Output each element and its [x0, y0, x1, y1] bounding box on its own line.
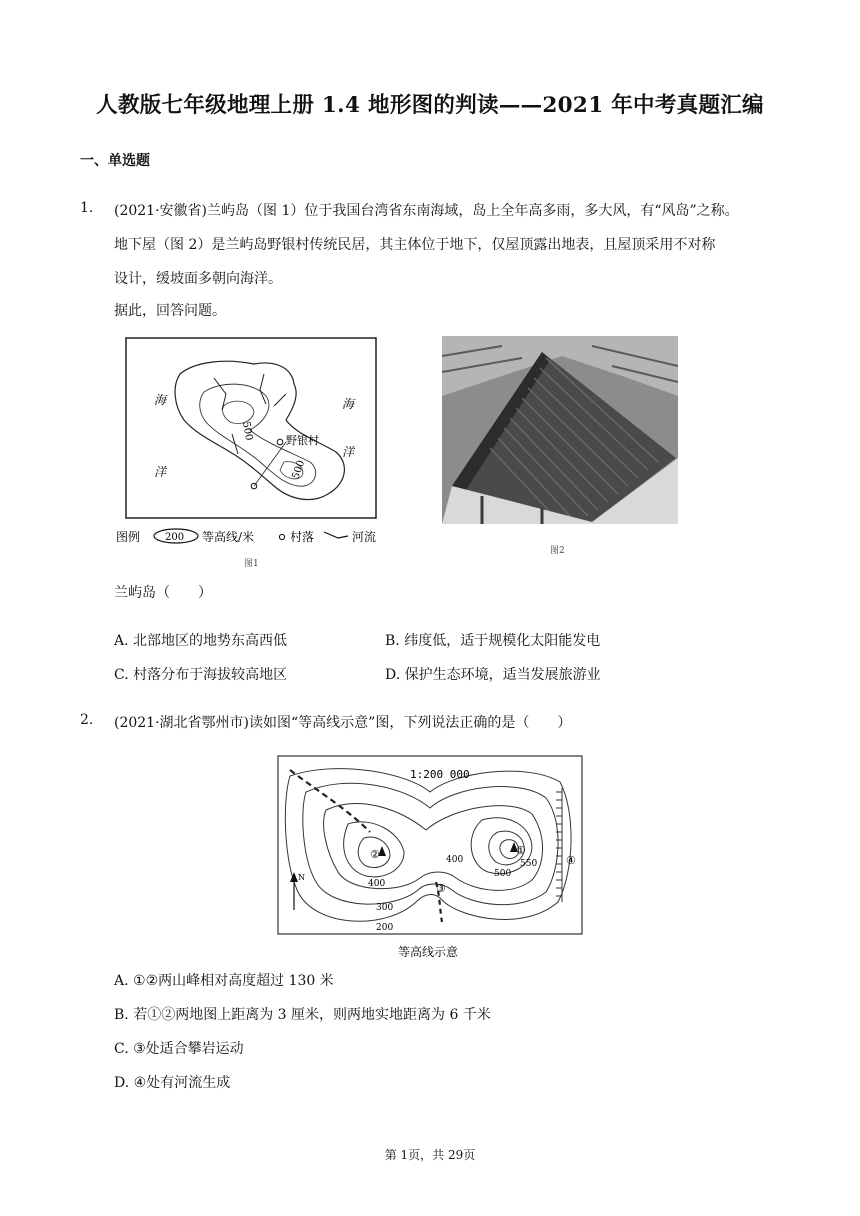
option-letter: D.	[385, 667, 401, 683]
q2-option-a[interactable]	[114, 970, 334, 990]
village-label: 野银村	[286, 434, 319, 447]
mark-1: ①	[516, 844, 526, 857]
figure-2-photo	[442, 336, 678, 524]
sea-label: 海	[342, 397, 355, 411]
contour-map-caption: 等高线示意	[398, 945, 459, 959]
contour-label: 500	[240, 420, 255, 442]
contour-label-500: 500	[494, 869, 512, 879]
question-2-number: 2.	[80, 712, 94, 728]
legend-river-text: 河流	[352, 530, 377, 544]
option-text: 保护生态环境，适当发展旅游业	[404, 667, 601, 683]
option-text: 北部地区的地势东高西低	[133, 633, 288, 649]
contour-map-svg	[276, 752, 586, 962]
option-letter: B.	[114, 1007, 129, 1023]
question-1-line-2: 地下屋（图 2）是兰屿岛野银村传统民居，其主体位于地下，仅屋顶露出地表，且屋顶采用不对称	[114, 237, 716, 253]
option-letter: C.	[114, 667, 129, 683]
contour-label-200: 200	[376, 923, 394, 933]
q1-option-b[interactable]	[385, 630, 600, 650]
question-1-line-4: 据此，回答问题。	[114, 303, 226, 319]
figure-1-caption: 图1	[244, 559, 259, 569]
scale-label: 1:200 000	[410, 768, 470, 781]
legend-contour-value: 200	[165, 532, 185, 543]
figure-1-island-map	[114, 334, 404, 550]
figure-2-caption: 图2	[550, 546, 565, 556]
island-map-svg	[114, 334, 404, 550]
map-frame	[278, 756, 582, 934]
question-1-line-3: 设计，缓坡面多朝向海洋。	[114, 271, 282, 287]
contour-label-400-right: 400	[446, 855, 464, 865]
legend-title: 图例	[116, 530, 141, 544]
mark-3: ③	[436, 882, 446, 895]
option-letter: A.	[114, 973, 129, 989]
north-label: N	[298, 873, 305, 882]
mark-2: ②	[370, 848, 380, 861]
q2-option-b[interactable]	[114, 1004, 491, 1024]
question-1-number: 1.	[80, 200, 94, 216]
contour-label-400-left: 400	[368, 879, 386, 889]
option-text: ④处有河流生成	[133, 1075, 231, 1091]
figure-contour-map	[276, 752, 586, 962]
legend-river-symbol	[324, 532, 348, 538]
roof-photo-svg	[442, 336, 678, 524]
section-heading: 一、单选题	[80, 153, 150, 169]
q2-option-c[interactable]	[114, 1038, 244, 1058]
legend-village-symbol	[279, 534, 284, 539]
sea-label: 洋	[154, 465, 167, 479]
question-1-stem: 兰屿岛（ ）	[114, 585, 212, 601]
q1-option-c[interactable]	[114, 664, 287, 684]
sea-label: 海	[154, 393, 167, 407]
page-title: 人教版七年级地理上册 1.4 地形图的判读——2021 年中考真题汇编	[96, 93, 764, 118]
q1-option-d[interactable]	[385, 664, 601, 684]
question-1-line-1: (2021·安徽省)兰屿岛（图 1）位于我国台湾省东南海域，岛上全年高多雨，多大风，有“风岛”之称。	[114, 203, 739, 219]
option-letter: A.	[114, 633, 129, 649]
legend-contour-text: 等高线/米	[202, 530, 255, 544]
option-text: ①②两山峰相对高度超过 130 米	[133, 973, 334, 989]
peak-elevation-label: 550	[520, 859, 538, 869]
q1-option-a[interactable]	[114, 630, 287, 650]
q2-option-d[interactable]	[114, 1072, 230, 1092]
mark-4: ④	[566, 854, 576, 867]
legend-village-text: 村落	[290, 530, 315, 544]
option-text: 纬度低，适于规模化太阳能发电	[404, 633, 601, 649]
contour-label: 500	[290, 458, 308, 481]
option-letter: B.	[385, 633, 400, 649]
option-text: ③处适合攀岩运动	[133, 1041, 244, 1057]
option-text: 若①②两地图上距离为 3 厘米，则两地实地距离为 6 千米	[133, 1007, 491, 1023]
contour-label-300: 300	[376, 903, 394, 913]
page-footer: 第 1页，共 29页	[384, 1148, 476, 1162]
question-2-line: (2021·湖北省鄂州市)读如图“等高线示意”图，下列说法正确的是（ ）	[114, 715, 572, 731]
option-text: 村落分布于海拔较高地区	[133, 667, 288, 683]
option-letter: C.	[114, 1041, 129, 1057]
sea-label: 洋	[342, 445, 355, 459]
option-letter: D.	[114, 1075, 130, 1091]
